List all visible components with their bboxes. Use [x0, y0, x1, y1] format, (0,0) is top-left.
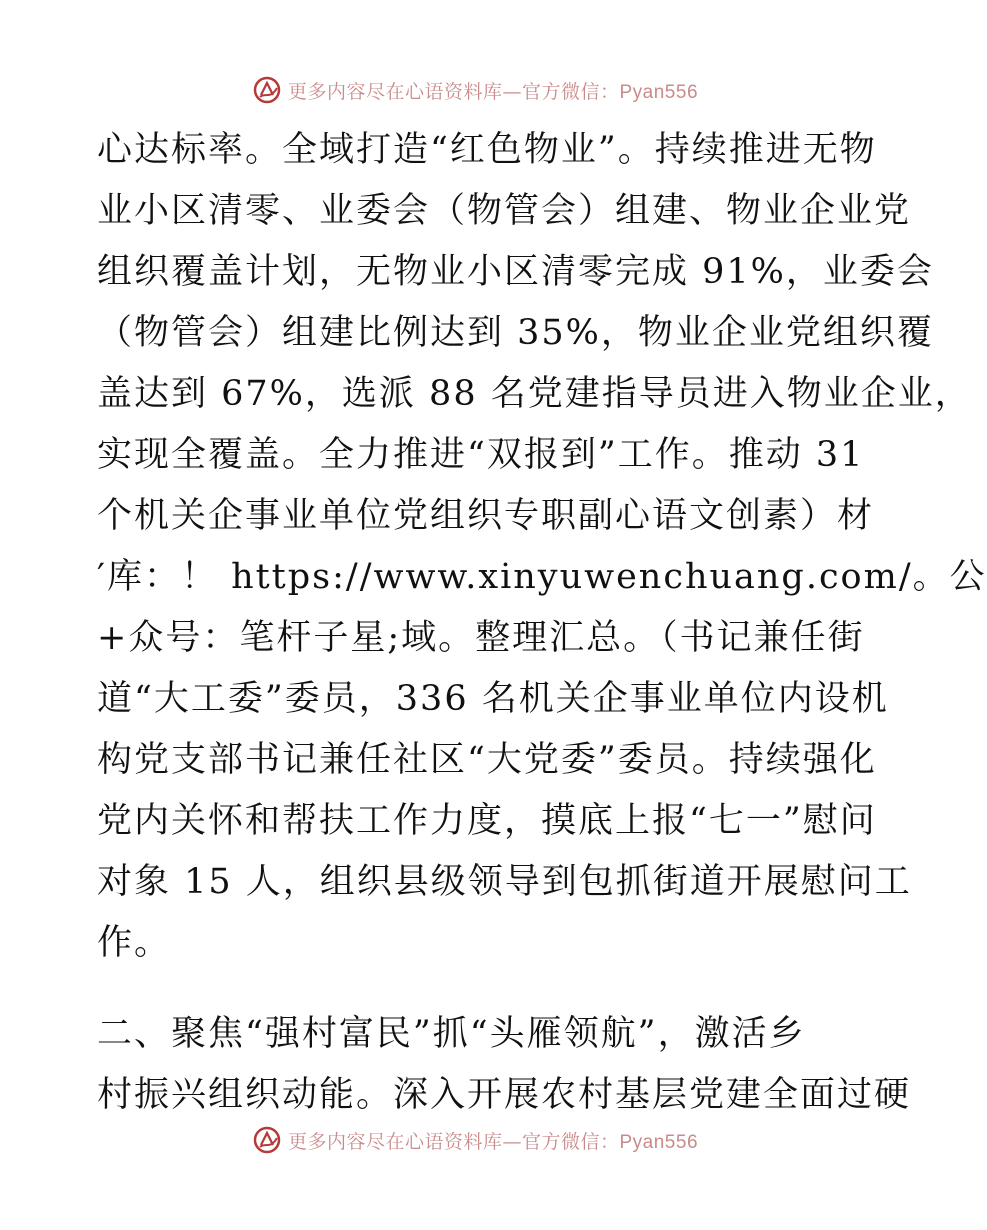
- red-seal-logo-icon: [252, 75, 282, 105]
- text-line: 个机关企事业单位党组织专职副心语文创素）材: [97, 496, 875, 536]
- text-line: 业小区清零、业委会（物管会）组建、物业企业党: [97, 191, 912, 231]
- text-line: 构党支部书记兼任社区“大党委”委员。持续强化: [97, 740, 877, 780]
- document-body: [97, 120, 987, 1126]
- text-line: （物管会）组建比例达到 35%，物业企业党组织覆: [97, 313, 934, 353]
- text-line: 作。: [97, 923, 172, 963]
- text-line: 盖达到 67%，选派 88 名党建指导员进入物业企业，: [97, 374, 972, 414]
- text-line: 道“大工委”委员，336 名机关企事业单位内设机: [97, 679, 889, 719]
- paragraph-1: [97, 120, 987, 974]
- watermark-text: 更多内容尽在心语资料库—官方微信：Pyan556: [287, 80, 699, 103]
- text-line: 组织覆盖计划，无物业小区清零完成 91%，业委会: [97, 252, 934, 292]
- text-line: 实现全覆盖。全力推进“双报到”工作。推动 31: [97, 435, 865, 475]
- header-watermark: [0, 70, 950, 110]
- section-heading-line: 二、聚焦“强村富民”抓“头雁领航”，激活乡: [97, 1014, 806, 1054]
- text-line: 村振兴组织动能。深入开展农村基层党建全面过硬: [97, 1075, 912, 1115]
- paragraph-2: [97, 1004, 912, 1126]
- footer-watermark: [0, 1120, 950, 1160]
- text-line: +众号：笔杆子星;域。整理汇总。（书记兼任街: [97, 618, 865, 658]
- text-line: 对象 15 人，组织县级领导到包抓街道开展慰问工: [97, 862, 912, 902]
- text-line: 心达标率。全域打造“红色物业”。持续推进无物: [97, 130, 877, 170]
- watermark-text: 更多内容尽在心语资料库—官方微信：Pyan556: [287, 1130, 699, 1153]
- red-seal-logo-icon: [252, 1125, 282, 1155]
- text-line: 党内关怀和帮扶工作力度，摸底上报“七一”慰问: [97, 801, 877, 841]
- text-line: ′库：！ https://www.xinyuwenchuang.com/。公: [97, 557, 987, 597]
- paragraph-gap: [97, 974, 857, 1004]
